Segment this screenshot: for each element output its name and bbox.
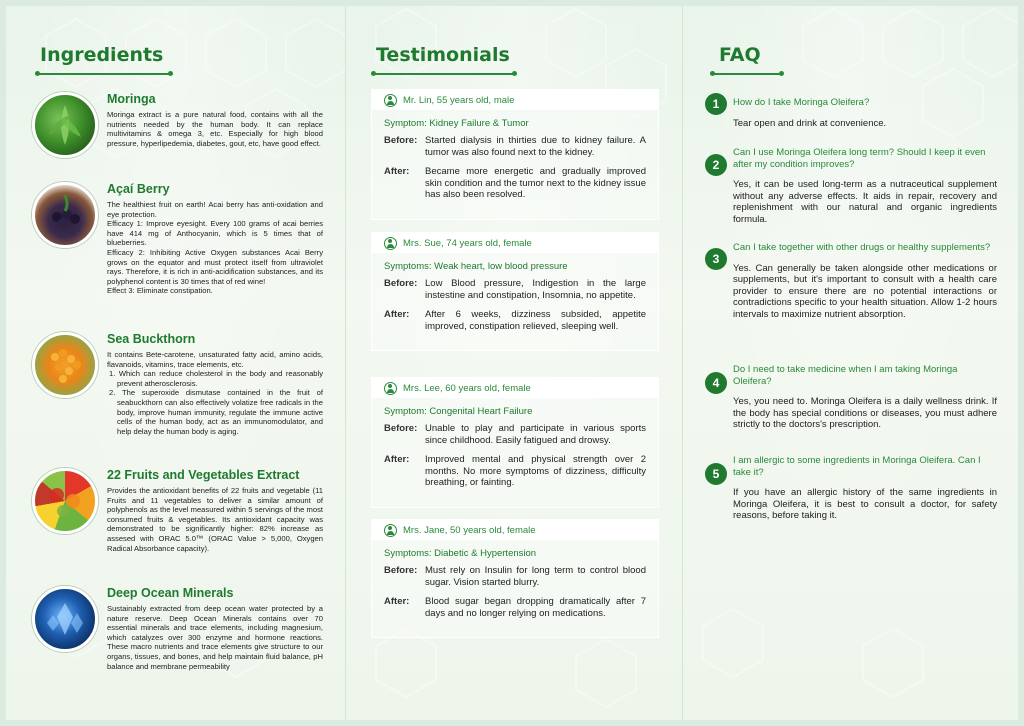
sea-buckthorn-image [32, 332, 98, 398]
before-label: Before: [384, 423, 418, 434]
before-label: Before: [384, 565, 418, 576]
fruit-icon [35, 471, 95, 531]
ingredients-panel [6, 6, 345, 720]
ingredient-efficacy: Effect 3: Eliminate constipation. [107, 286, 213, 296]
testimonial-card [371, 89, 659, 220]
ingredient-fruits-vegetables [32, 468, 322, 578]
after-label: After: [384, 454, 410, 466]
testimonial-symptom: Symptom: Kidney Failure & Tumor [384, 118, 529, 129]
ingredient-description: Sustainably extracted from deep ocean water protected by a nature reserve. Deep Ocean Minerals contains over 70 essential minerals and trace elements, including magnesium, which catalyzes over 300 enzyme and hormone reactions. These macro nutrients and trace elements give structure to our organs, tissues, and bones, and help maintain fluid balance, pH balance and membrane permeability [107, 604, 323, 671]
ingredient-efficacy: Efficacy 2: Inhibiting Active Oxygen substances Acai Berry grows on the equator and must protect itself from ultraviolet rays. Therefore, it is rich in anti-acidification substances, and its polyphenol content is 30 times that of red wine! [107, 247, 323, 286]
ingredient-list-item: 1. Which can reduce cholesterol in the body and reasonably prevent atherosclerosis. [109, 369, 323, 388]
ingredient-title: Deep Ocean Minerals [107, 586, 234, 600]
testimonial-card [371, 232, 659, 351]
faq-number-badge: 2 [705, 154, 727, 176]
heading-underline [713, 73, 781, 75]
fruits-vegetables-image [32, 468, 98, 534]
ingredient-title: Moringa [107, 92, 156, 106]
faq-answer: Tear open and drink at convenience. [733, 117, 887, 129]
before-label: Before: [384, 278, 418, 289]
ingredient-sea-buckthorn [32, 332, 322, 462]
testimonial-person: Mrs. Lee, 60 years old, female [403, 382, 531, 394]
testimonial-card [371, 377, 659, 508]
faq-number-badge: 4 [705, 372, 727, 394]
faq-item [705, 93, 997, 129]
ingredient-moringa [32, 92, 322, 172]
testimonials-heading: Testimonials [376, 44, 510, 66]
after-label: After: [384, 166, 410, 178]
person-icon [384, 524, 397, 537]
faq-answer: Yes, you need to. Moringa Oleifera is a daily wellness drink. If the body has special conditions or diseases, you must adhere strictly to the doctors's prescription. [733, 396, 997, 431]
ingredient-title: Sea Buckthorn [107, 332, 196, 346]
before-text: Must rely on Insulin for long term to control blood sugar. Vision started blurry. [425, 565, 646, 588]
before-text: Unable to play and participate in various sports since childhood. Easily fatigued and drowsy. [425, 423, 646, 446]
faq-number-badge: 5 [705, 463, 727, 485]
after-label: After: [384, 596, 410, 608]
heading-underline [374, 73, 514, 75]
berry-icon [35, 185, 95, 245]
before-text: Started dialysis in thirties due to kidney failure. A tumor was also found next to the kidney. [425, 135, 646, 158]
ingredient-efficacy: Efficacy 1: Improve eyesight. Every 100 grams of acai berries have 414 mg of Anthocyanin, which is 5 times that of blueberries. [107, 219, 323, 248]
crystal-icon [35, 589, 95, 649]
faq-question: Can I use Moringa Oleifera long term? Should I keep it even after my condition improves? [733, 147, 986, 170]
person-icon [384, 94, 397, 107]
faq-item [705, 455, 997, 522]
testimonials-panel [345, 6, 682, 720]
ingredient-acai-berry [32, 182, 322, 322]
faq-item [705, 242, 997, 321]
after-text: Became more energetic and gradually improved skin condition and the tumor next to the kidney issue has also been resolved. [425, 166, 646, 201]
before-text: Low Blood pressure, Indigestion in the large instestine and constipation, Insomnia, no appetite. [425, 278, 646, 301]
faq-item [705, 147, 997, 226]
faq-question: How do I take Moringa Oleifera? [733, 97, 870, 108]
ingredient-list-item: 2. The superoxide dismutase contained in the fruit of seabuckthorn can also effectively volatize free radicals in the body, improve human immunity, regulate the immune active cells of the human body, act as an immunomodulator, and help delay the human body is aging. [109, 388, 323, 436]
faq-answer: If you have an allergic history of the same ingredients in Moringa Oleifera, it is best to consult a doctor, for safety reasons, before taking it. [733, 487, 997, 522]
faq-question: Can I take together with other drugs or healthy supplements? [733, 242, 991, 253]
person-icon [384, 237, 397, 250]
person-icon [384, 382, 397, 395]
faq-answer: Yes, it can be used long-term as a nutraceutical supplement without any adverse effects. It aids in repair, recovery and replenishment with our natural and organic ingredients formula. [733, 179, 997, 225]
ingredient-title: Açaí Berry [107, 182, 170, 196]
before-label: Before: [384, 135, 418, 146]
faq-item [705, 364, 997, 431]
ingredient-description: It contains Bete-carotene, unsaturated fatty acid, amino acids, flavanoids, vitamins, trace elements, etc. [107, 350, 323, 369]
brochure [6, 6, 1018, 720]
faq-answer: Yes. Can generally be taken alongside other medications or supplements, but it's important to consult with a health care provider to ensure there are no potential interactions or contradictions specific to your health situation. Allow 1-2 hours intervals to maximize nutrient absorption. [733, 262, 997, 320]
ingredient-description: Provides the antioxidant benefits of 22 fruits and vegetable (11 Fruits and 11 vegetables to deliver a similar amount of polyphenols as the level measured within 5 servings of the most consumed fruits & vegetables. Its antioxidant capacity was demonstrated to be significantly higher: 82% increase as assesed with ORAC 5.0™ (ORAC Value > 5,000, Oxygen Radical Absorbance capacity). [107, 486, 323, 553]
leaf-icon [35, 95, 95, 155]
heading-underline [38, 73, 170, 75]
moringa-image [32, 92, 98, 158]
ocean-minerals-image [32, 586, 98, 652]
after-label: After: [384, 309, 410, 321]
ingredient-title: 22 Fruits and Vegetables Extract [107, 468, 300, 482]
testimonial-symptom: Symptom: Congenital Heart Failure [384, 406, 533, 417]
ingredient-deep-ocean-minerals [32, 586, 322, 696]
testimonial-symptom: Symptoms: Weak heart, low blood pressure [384, 261, 568, 272]
faq-number-badge: 1 [705, 93, 727, 115]
faq-number-badge: 3 [705, 248, 727, 270]
testimonial-symptom: Symptoms: Diabetic & Hypertension [384, 548, 537, 559]
testimonial-card [371, 519, 659, 638]
ingredients-heading: Ingredients [40, 44, 164, 66]
ingredient-description: Moringa extract is a pure natural food, contains with all the nutrients needed by the human body. It can replace multivitamins & omega 3, etc. Especially for high blood pressure, hyperlipedemia, diabetes, gout, etc, have good effect. [107, 110, 323, 148]
berry-cluster-icon [35, 335, 95, 395]
after-text: After 6 weeks, dizziness subsided, appetite improved, constipation relieved, sleeping well. [425, 309, 646, 332]
testimonial-person: Mrs. Sue, 74 years old, female [403, 237, 532, 249]
after-text: Improved mental and physical strength over 2 months. No more symptoms of dizziness, difficulty breathing, or fainting. [425, 454, 646, 489]
ingredient-description: The healthiest fruit on earth! Acai berry has anti-oxidation and eye protection. [107, 200, 323, 219]
acai-berry-image [32, 182, 98, 248]
faq-panel [682, 6, 1018, 720]
testimonial-person: Mrs. Jane, 50 years old, female [403, 524, 536, 536]
faq-question: Do I need to take medicine when I am taking Moringa Oleifera? [733, 364, 958, 387]
testimonial-person: Mr. Lin, 55 years old, male [403, 94, 515, 106]
faq-heading: FAQ [719, 44, 761, 66]
faq-question: I am allergic to some ingredients in Moringa Oleifera. Can I take it? [733, 455, 981, 478]
after-text: Blood sugar began dropping dramatically after 7 days and no longer relying on medications. [425, 596, 646, 619]
